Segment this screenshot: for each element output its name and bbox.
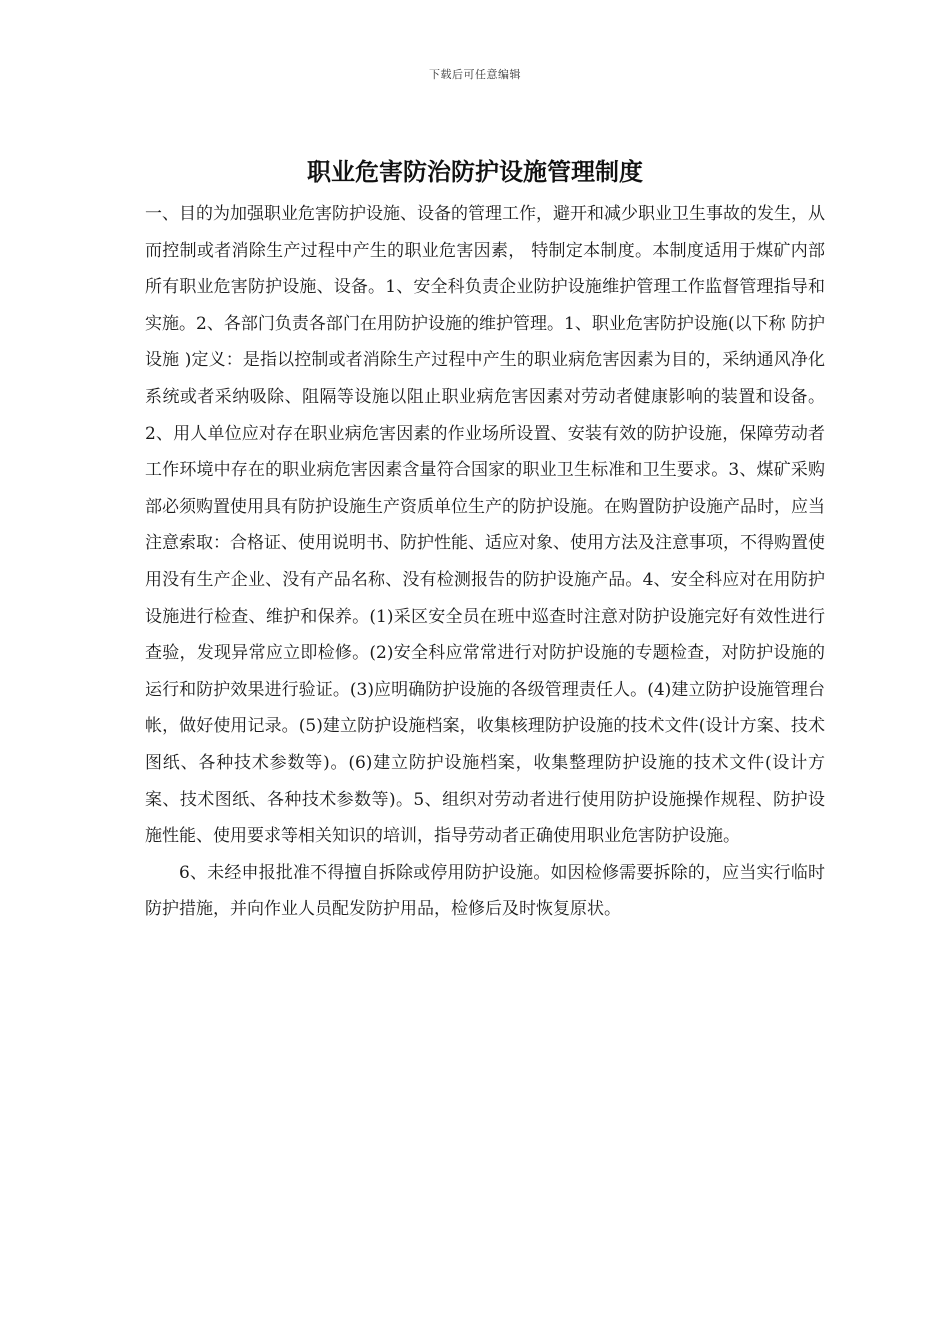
document-body	[145, 196, 825, 928]
body-paragraph: 6、未经申报批准不得擅自拆除或停用防护设施。如因检修需要拆除的，应当实行临时防护措施，并向作业人员配发防护用品，检修后及时恢复原状。	[145, 862, 825, 920]
body-paragraph: 一、目的为加强职业危害防护设施、设备的管理工作，避开和减少职业卫生事故的发生，从而控制或者消除生产过程中产生的职业危害因素， 特制定本制度。本制度适用于煤矿内部所有职业危害防护设施、设备。1、安全科负责企业防护设施维护管理工作监督管理指导和实施。2、各部门负责各部门在用防护设施的维护管理。1、职业危害防护设施(以下称 防护设施 )定义：是指以控制或者消除生产过程中产生的职业病危害因素为目的，采纳通风净化系统或者采纳吸除、阻隔等设施以阻止职业病危害因素对劳动者健康影响的装置和设备。2、用人单位应对存在职业病危害因素的作业场所设置、安装有效的防护设施，保障劳动者工作环境中存在的职业病危害因素含量符合国家的职业卫生标准和卫生要求。3、煤矿采购部必须购置使用具有防护设施生产资质单位生产的防护设施。在购置防护设施产品时，应当注意索取：合格证、使用说明书、防护性能、适应对象、使用方法及注意事项，不得购置使用没有生产企业、没有产品名称、没有检测报告的防护设施产品。4、安全科应对在用防护设施进行检查、维护和保养。(1)采区安全员在班中巡查时注意对防护设施完好有效性进行查验，发现异常应立即检修。(2)安全科应常常进行对防护设施的专题检查，对防护设施的运行和防护效果进行验证。(3)应明确防护设施的各级管理责任人。(4)建立防护设施管理台帐，做好使用记录。(5)建立防护设施档案，收集核理防护设施的技术文件(设计方案、技术图纸、各种技术参数等)。(6)建立防护设施档案，收集整理防护设施的技术文件(设计方案、技术图纸、各种技术参数等)。5、组织对劳动者进行使用防护设施操作规程、防护设施性能、使用要求等相关知识的培训，指导劳动者正确使用职业危害防护设施。	[145, 204, 825, 847]
header-note: 下载后可任意编辑	[429, 68, 521, 81]
document-title: 职业危害防治防护设施管理制度	[307, 158, 643, 186]
